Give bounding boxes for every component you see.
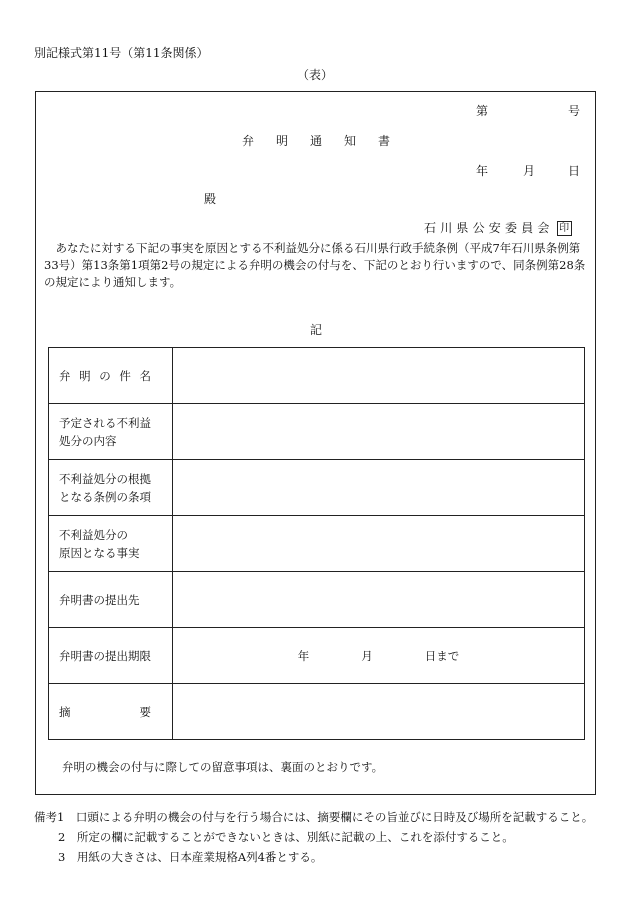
row-label — [49, 516, 173, 572]
form-reference: 別記様式第11号（第11条関係） — [34, 46, 209, 60]
row-label — [49, 572, 173, 628]
row-value[interactable] — [173, 572, 585, 628]
row-label-line: 弁 明 の 件 名 — [59, 368, 151, 383]
table-row — [49, 684, 585, 740]
deadline-month: 月 — [361, 648, 373, 663]
row-label-line: となる条例の条項 — [59, 489, 151, 504]
notice-frame — [35, 91, 596, 795]
row-label-line: 不利益処分の根拠 — [59, 471, 151, 486]
ki-label: 記 — [310, 323, 323, 337]
table-row — [49, 572, 585, 628]
row-label — [49, 348, 173, 404]
addressee-suffix: 殿 — [204, 192, 217, 206]
issuer-line — [424, 219, 572, 236]
deadline — [173, 648, 584, 664]
row-value[interactable] — [173, 404, 585, 460]
row-label-line: 不利益処分の — [59, 527, 128, 542]
notice-body: あなたに対する下記の事実を原因とする不利益処分に係る石川県行政手続条例（平成7年石川県条例第33号）第13条第1項第2号の規定による弁明の機会の付与を、下記のとおり行いますので、同条例第28条の規定により通知します。 — [44, 241, 586, 289]
remark-1: 備考1 口頭による弁明の機会の付与を行う場合には、摘要欄にその旨並びに日時及び場所を記載すること。 — [34, 810, 594, 824]
row-value[interactable] — [173, 684, 585, 740]
row-label-line: 弁明書の提出期限 — [59, 648, 151, 663]
row-value[interactable] — [173, 516, 585, 572]
row-label-line: 予定される不利益 — [59, 415, 151, 430]
row-label-line: 摘 要 — [59, 704, 151, 719]
row-value[interactable] — [173, 628, 585, 684]
side-label: （表） — [296, 68, 333, 82]
table-row — [49, 628, 585, 684]
row-label-line: 処分の内容 — [59, 433, 117, 448]
row-label-line: 弁明書の提出先 — [59, 592, 140, 607]
row-label-line: 原因となる事実 — [59, 545, 140, 560]
row-label — [49, 628, 173, 684]
deadline-year: 年 — [297, 648, 310, 663]
date-day: 日 — [568, 164, 581, 178]
remark-2: 2 所定の欄に記載することができないときは、別紙に記載の上、これを添付すること。 — [58, 830, 514, 844]
number-prefix: 第 — [476, 104, 489, 118]
deadline-day: 日まで — [424, 648, 460, 663]
remark-3: 3 用紙の大きさは、日本産業規格A列4番とする。 — [58, 850, 323, 864]
row-value[interactable] — [173, 460, 585, 516]
date-year: 年 — [476, 164, 489, 178]
table-row — [49, 348, 585, 404]
table-row — [49, 404, 585, 460]
table-row — [49, 460, 585, 516]
details-table — [48, 347, 585, 740]
row-label — [49, 404, 173, 460]
remarks — [34, 807, 593, 867]
number-suffix: 号 — [568, 104, 581, 118]
document-title: 弁明通知書 — [242, 134, 413, 148]
row-label — [49, 684, 173, 740]
footer-note: 弁明の機会の付与に際しての留意事項は、裏面のとおりです。 — [62, 760, 384, 774]
table-row — [49, 516, 585, 572]
row-label — [49, 460, 173, 516]
row-value[interactable] — [173, 348, 585, 404]
date-month: 月 — [523, 164, 536, 178]
issuer-name: 石川県公安委員会 — [424, 221, 554, 235]
seal-mark: 印 — [557, 221, 572, 236]
